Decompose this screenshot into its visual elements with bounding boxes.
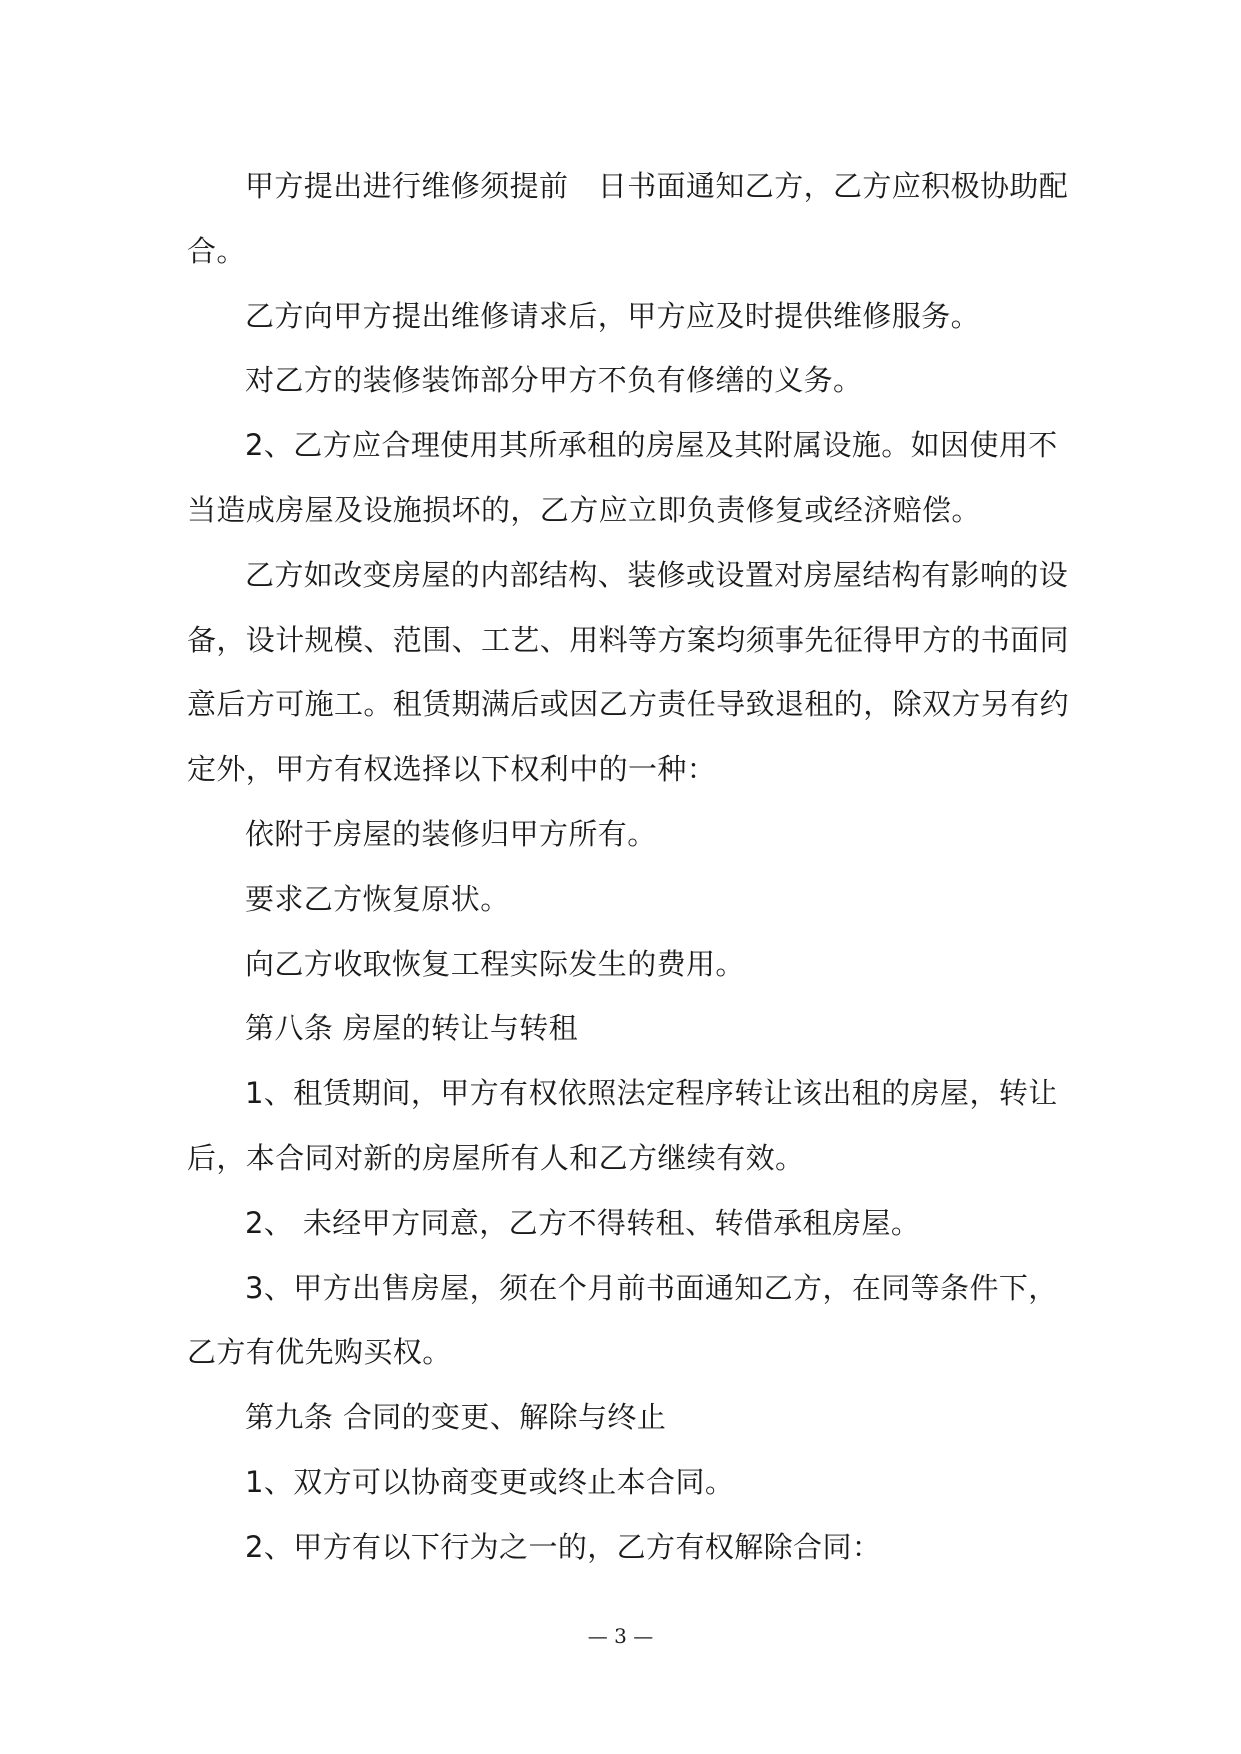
text-line: 当造成房屋及设施损坏的，乙方应立即负责修复或经济赔偿。 (187, 492, 981, 527)
page-number: — 3 — (587, 1624, 654, 1648)
text-line: 乙方有优先购买权。 (187, 1335, 452, 1370)
text-line: 第九条 合同的变更、解除与终止 (245, 1400, 667, 1435)
text-line: 要求乙方恢复原状。 (245, 881, 510, 916)
text-line: 意后方可施工。租赁期满后或因乙方责任导致退租的，除双方另有约 (187, 687, 1070, 722)
text-line: 2、 未经甲方同意，乙方不得转租、转借承租房屋。 (245, 1205, 921, 1240)
contract-body (187, 154, 1070, 1580)
text-line: 乙方向甲方提出维修请求后，甲方应及时提供维修服务。 (245, 298, 981, 333)
text-line: 1、双方可以协商变更或终止本合同。 (245, 1464, 735, 1499)
text-line: 向乙方收取恢复工程实际发生的费用。 (245, 946, 745, 981)
text-line: 第八条 房屋的转让与转租 (245, 1011, 579, 1046)
text-line: 对乙方的装修装饰部分甲方不负有修缮的义务。 (245, 363, 863, 398)
text-line: 定外，甲方有权选择以下权利中的一种： (187, 752, 717, 787)
text-line: 3、甲方出售房屋，须在个月前书面通知乙方，在同等条件下， (245, 1270, 1058, 1305)
text-line: 1、租赁期间，甲方有权依照法定程序转让该出租的房屋，转让 (245, 1076, 1058, 1111)
text-line: 乙方如改变房屋的内部结构、装修或设置对房屋结构有影响的设 (245, 557, 1069, 592)
text-line: 2、甲方有以下行为之一的，乙方有权解除合同： (245, 1529, 882, 1564)
text-line: 甲方提出进行维修须提前 日书面通知乙方，乙方应积极协助配 (245, 169, 1069, 203)
text-line: 后，本合同对新的房屋所有人和乙方继续有效。 (187, 1140, 805, 1175)
text-line: 2、乙方应合理使用其所承租的房屋及其附属设施。如因使用不 (245, 428, 1058, 463)
text-line: 备，设计规模、范围、工艺、用料等方案均须事先征得甲方的书面同 (187, 622, 1070, 657)
text-line: 依附于房屋的装修归甲方所有。 (245, 816, 657, 851)
text-line: 合。 (187, 233, 246, 268)
